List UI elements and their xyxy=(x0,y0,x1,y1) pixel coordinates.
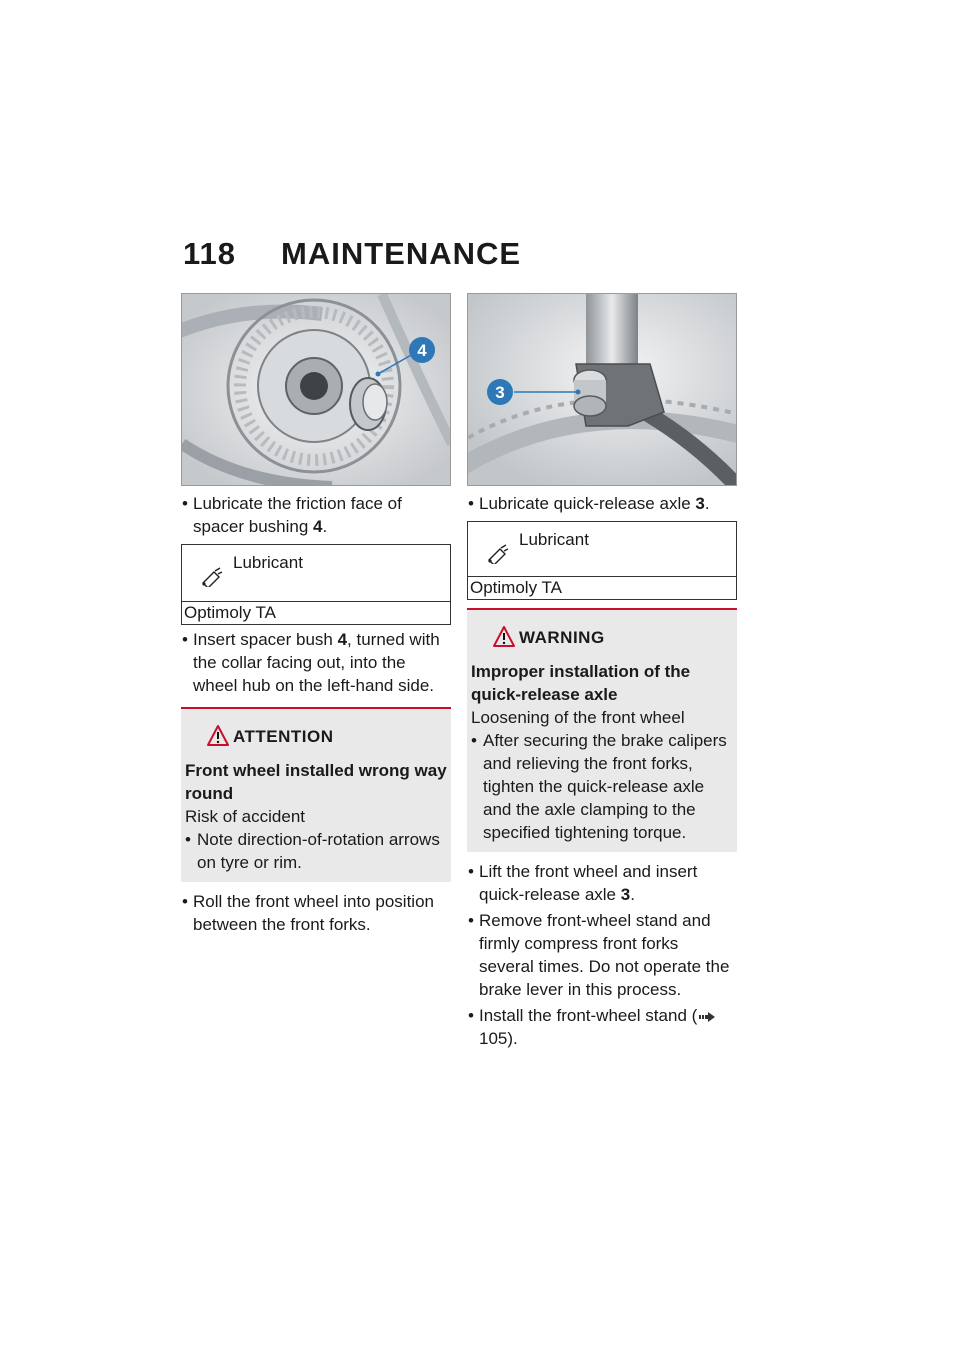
callout-4: 4 xyxy=(417,341,427,360)
figure-quick-release-axle xyxy=(467,293,737,486)
step-roll-wheel: • Roll the front wheel into position between the front forks. xyxy=(182,892,434,934)
left-column xyxy=(181,293,451,936)
step-compress-forks: • Remove front-wheel stand and firmly compress front forks several times. Do not operate the brake lever in this process. xyxy=(468,911,730,999)
fork-axle-illustration xyxy=(468,294,737,486)
warning-triangle-icon xyxy=(493,626,515,648)
page-reference-link[interactable]: 105 xyxy=(479,1029,508,1048)
attention-body: Risk of accident xyxy=(185,807,305,826)
page-reference-arrow-icon xyxy=(699,1012,715,1022)
warning-box xyxy=(467,608,737,852)
attention-item: • Note direction-of-rotation arrows on tyre or rim. xyxy=(185,830,440,872)
lubricant-icon xyxy=(486,544,510,564)
lubricant-table xyxy=(181,544,451,625)
page-number: 118 xyxy=(183,236,237,271)
attention-box xyxy=(181,707,451,882)
attention-title: ATTENTION xyxy=(233,727,334,746)
warning-item: • After securing the brake calipers and relieving the front forks, tighten the quick-release axle and the axle clamping to the specified tightening torque. xyxy=(471,731,727,842)
lubricant-table-2 xyxy=(467,521,737,600)
step-lubricate-axle: • Lubricate quick-release axle 3. xyxy=(468,494,710,513)
right-column xyxy=(467,293,737,1050)
step-lubricate-spacer: • Lubricate the friction face of spacer bushing 4. xyxy=(182,494,402,536)
section-title: MAINTENANCE xyxy=(281,236,522,271)
step-install-stand: • Install the front-wheel stand (105). xyxy=(467,1004,737,1050)
page-header xyxy=(183,236,521,272)
lubricant-label: Lubricant xyxy=(233,553,303,572)
figure-spacer-bushing xyxy=(181,293,451,486)
warning-title: WARNING xyxy=(519,628,605,647)
warning-triangle-icon xyxy=(207,725,229,747)
callout-3: 3 xyxy=(495,383,505,402)
attention-subtitle: Front wheel installed wrong way round xyxy=(185,761,447,803)
wheel-hub-illustration xyxy=(182,294,451,486)
step-insert-axle: • Lift the front wheel and insert quick-release axle 3. xyxy=(468,862,698,904)
lubricant-value: Optimoly TA xyxy=(184,603,276,622)
step-insert-spacer: • Insert spacer bush 4, turned with the collar facing out, into the wheel hub on the left-hand side. xyxy=(182,630,440,695)
lubricant-label: Lubricant xyxy=(519,530,589,549)
warning-body: Loosening of the front wheel xyxy=(471,708,685,727)
warning-subtitle: Improper installation of the quick-release axle xyxy=(471,662,691,704)
lubricant-value: Optimoly TA xyxy=(470,578,562,597)
lubricant-icon xyxy=(200,567,224,587)
